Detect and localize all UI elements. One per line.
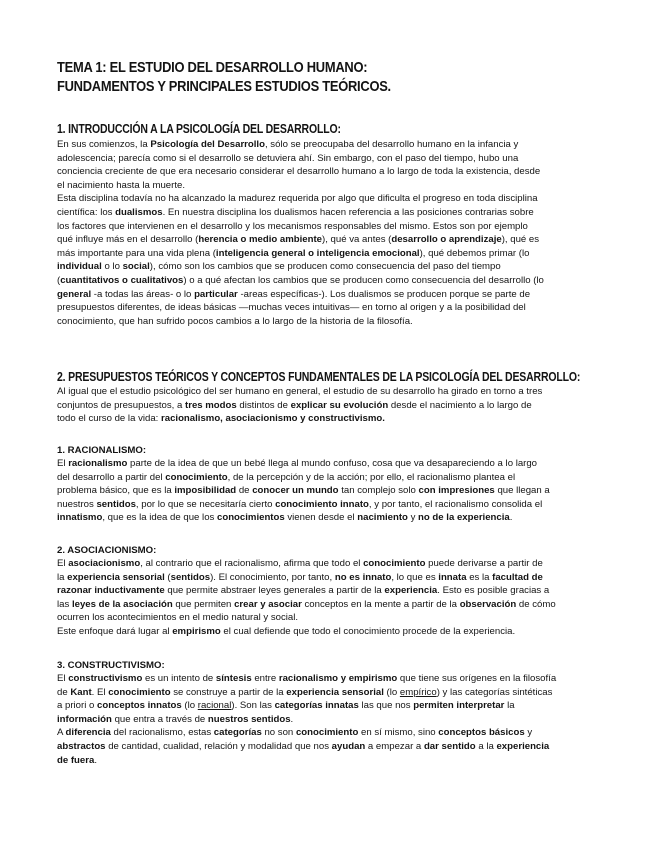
text-run: el cual defiende que todo el conocimiento procede de la experiencia. bbox=[220, 625, 516, 637]
text-run: observación bbox=[459, 598, 517, 610]
text-run: distintos de bbox=[236, 399, 291, 411]
text-run: experiencia sensorial bbox=[286, 686, 384, 698]
text-run: conocimiento innato bbox=[275, 498, 369, 510]
text-line bbox=[57, 625, 603, 639]
text-run: racionalismo, asociacionismo y constructivismo. bbox=[161, 413, 385, 425]
page-title bbox=[57, 58, 539, 96]
text-run: información bbox=[57, 713, 112, 725]
text-run: sentidos bbox=[96, 498, 136, 510]
text-run: es un intento de bbox=[142, 673, 216, 684]
text-run: imposibilidad bbox=[174, 485, 237, 497]
text-line bbox=[57, 399, 603, 413]
text-run: las que nos bbox=[358, 700, 414, 712]
text-line: conciencia creciente de que era necesario considerar el desarrollo humano a lo largo de toda la existencia, desde bbox=[57, 166, 541, 178]
text-run: que permite abstraer leyes generales a partir de la bbox=[164, 585, 385, 597]
text-run: . Esto es posible gracias a bbox=[437, 585, 550, 597]
text-line bbox=[57, 484, 603, 498]
title-line-1: TEMA 1: EL ESTUDIO DEL DESARROLLO HUMANO: bbox=[57, 59, 368, 76]
text-run: asociacionismo bbox=[68, 558, 141, 569]
text-run: desarrollo o aprendizaje bbox=[391, 234, 502, 246]
text-line bbox=[57, 471, 603, 485]
text-run: cuantitativos o cualitativos bbox=[60, 274, 184, 286]
text-run: Kant bbox=[70, 686, 92, 698]
text-run: las bbox=[57, 598, 72, 610]
text-line bbox=[57, 233, 603, 247]
text-run: tres modos bbox=[185, 399, 237, 411]
text-run: a empezar a bbox=[365, 740, 424, 752]
text-run: general bbox=[57, 288, 92, 300]
text-line: Esta disciplina todavía no ha alcanzado la madurez requerida por algo que dificulta el progreso en toda disciplina bbox=[57, 193, 538, 205]
text-run: conocimiento bbox=[108, 686, 171, 698]
text-run: y bbox=[524, 727, 533, 739]
text-run: conjuntos de presupuestos, a bbox=[57, 399, 186, 411]
section-heading: 1. INTRODUCCIÓN A LA PSICOLOGÍA DEL DESARROLLO: bbox=[57, 122, 341, 136]
text-run: (lo bbox=[181, 700, 198, 712]
text-run: vienen desde el bbox=[284, 512, 358, 524]
text-run: empirismo bbox=[172, 625, 221, 637]
text-run: innata bbox=[438, 571, 467, 583]
text-run: ). Son las bbox=[231, 700, 275, 712]
text-run: conocer un mundo bbox=[252, 485, 339, 497]
text-run: ). El conocimiento, por tanto, bbox=[210, 571, 335, 583]
text-run: diferencia bbox=[65, 727, 111, 739]
text-run: racional bbox=[197, 700, 232, 712]
text-run: no es innato bbox=[334, 571, 392, 583]
text-run: abstractos bbox=[57, 740, 106, 752]
text-run: ), cómo son los cambios que se producen como consecuencia del paso del tiempo bbox=[149, 261, 501, 273]
text-run: , al contrario que el racionalismo, afirma que todo el bbox=[140, 558, 364, 569]
text-run: conceptos básicos bbox=[438, 727, 525, 739]
text-run: El bbox=[57, 673, 69, 684]
text-run: de cantidad, cualidad, relación y modalidad que nos bbox=[105, 740, 332, 752]
text-run: experiencia bbox=[384, 585, 438, 597]
paragraph bbox=[57, 557, 603, 639]
text-run: herencia o medio ambiente bbox=[198, 234, 323, 246]
text-line bbox=[57, 598, 603, 612]
text-run: ayudan bbox=[331, 740, 366, 752]
text-run: que entra a través de bbox=[111, 713, 208, 725]
text-run: . El bbox=[91, 686, 109, 698]
text-run: conocimiento bbox=[165, 471, 228, 483]
text-run: se construye a partir de la bbox=[170, 686, 287, 698]
text-run: . bbox=[94, 754, 97, 766]
text-line: Al igual que el estudio psicológico del ser humano en general, el estudio de su desarrollo ha girado en torno a tres bbox=[57, 386, 543, 397]
text-run: , de la percepción y de la acción; por ello, el racionalismo plantea el bbox=[227, 471, 516, 483]
text-run: leyes de la asociación bbox=[71, 598, 173, 610]
text-run: ), qué debemos primar (lo bbox=[419, 247, 530, 259]
text-run: de fuera bbox=[57, 754, 95, 766]
paragraph bbox=[57, 385, 603, 426]
text-run: facultad de bbox=[492, 571, 543, 583]
text-run: nuestros bbox=[57, 498, 97, 510]
text-run: innatismo bbox=[57, 512, 103, 524]
text-run: ), qué es bbox=[501, 234, 540, 246]
text-run: El bbox=[57, 558, 69, 569]
text-run: constructivismo bbox=[68, 673, 143, 684]
text-run: razonar inductivamente bbox=[57, 585, 165, 597]
text-run: dualismos bbox=[115, 206, 163, 218]
subsection-racionalismo bbox=[57, 444, 603, 525]
text-line bbox=[57, 699, 603, 713]
text-run: en sí mismo, sino bbox=[358, 727, 439, 739]
text-run: puede derivarse a partir de bbox=[425, 558, 543, 569]
subsection-heading: 1. RACIONALISMO: bbox=[57, 445, 147, 456]
text-run: que tiene sus orígenes en la filosofía bbox=[397, 673, 557, 684]
text-run: entre bbox=[251, 673, 279, 684]
text-run: no son bbox=[261, 727, 296, 739]
text-run: inteligencia general o inteligencia emocional bbox=[215, 247, 420, 259]
text-run: Psicología del Desarrollo bbox=[150, 139, 265, 150]
text-run: es la bbox=[466, 571, 493, 583]
section-2-body bbox=[57, 385, 603, 426]
text-run: , que es la idea de que los bbox=[102, 512, 217, 524]
text-line: el nacimiento hasta la muerte. bbox=[57, 179, 185, 191]
paragraph bbox=[57, 457, 603, 525]
text-line bbox=[57, 511, 603, 525]
text-run: A bbox=[57, 727, 66, 739]
text-run: más importante para una vida plena ( bbox=[57, 247, 216, 259]
text-run: Este enfoque dará lugar al bbox=[57, 625, 173, 637]
text-line bbox=[57, 206, 603, 220]
text-run: ), qué va antes ( bbox=[322, 234, 392, 246]
text-line bbox=[57, 713, 603, 727]
text-run: sentidos bbox=[170, 571, 211, 583]
text-run: racionalismo y empirismo bbox=[278, 673, 398, 684]
text-line: los factores que intervienen en el desarrollo y los mecanismos responsables del mismo. Estos son por ejemplo bbox=[57, 220, 528, 232]
text-run: -a todas las áreas- o lo bbox=[91, 288, 195, 300]
subsection-heading: 3. CONSTRUCTIVISMO: bbox=[57, 660, 165, 671]
text-run: científica: los bbox=[57, 206, 116, 218]
text-run: de cómo bbox=[516, 598, 556, 610]
subsection-asociacionismo bbox=[57, 544, 603, 639]
text-run: permiten interpretar bbox=[413, 700, 505, 712]
paragraph bbox=[57, 138, 603, 192]
text-run: desde el nacimiento a lo largo de bbox=[388, 399, 532, 411]
text-line bbox=[57, 754, 603, 768]
text-run: categorías innatas bbox=[274, 700, 359, 712]
text-run: no de la experiencia bbox=[418, 512, 510, 524]
text-run: qué influye más en el desarrollo ( bbox=[57, 234, 199, 246]
paragraph bbox=[57, 672, 603, 767]
text-line bbox=[57, 457, 603, 471]
text-run: . bbox=[290, 713, 294, 725]
text-run: experiencia sensorial bbox=[67, 571, 165, 583]
text-run: de bbox=[236, 485, 253, 497]
text-run: conceptos en la mente a partir de la bbox=[301, 598, 460, 610]
text-line bbox=[57, 274, 603, 288]
text-line bbox=[57, 740, 603, 754]
text-line bbox=[57, 247, 603, 261]
text-line bbox=[57, 498, 603, 512]
section-presupuestos bbox=[57, 370, 603, 384]
text-run: tan complejo solo bbox=[338, 485, 419, 497]
section-heading: 2. PRESUPUESTOS TEÓRICOS Y CONCEPTOS FUNDAMENTALES DE LA PSICOLOGÍA DEL DESARROLLO: bbox=[57, 370, 581, 384]
text-run: , por lo que se necesitaría cierto bbox=[135, 498, 276, 510]
text-run: a la bbox=[475, 740, 497, 752]
text-run: crear y asociar bbox=[234, 598, 302, 610]
text-run: con impresiones bbox=[418, 485, 495, 497]
text-run: del desarrollo a partir del bbox=[57, 471, 166, 483]
text-line bbox=[57, 672, 603, 686]
text-line bbox=[57, 557, 603, 571]
text-run: de bbox=[57, 686, 71, 698]
text-run: y bbox=[407, 512, 419, 524]
section-1-body bbox=[57, 138, 603, 328]
text-run: la bbox=[57, 571, 68, 583]
text-run: problema básico, que es la bbox=[57, 485, 175, 497]
text-run: dar sentido bbox=[423, 740, 476, 752]
text-run: ) o a qué afectan los cambios que se producen como consecuencia del desarrollo (lo bbox=[183, 274, 544, 286]
subsection-heading: 2. ASOCIACIONISMO: bbox=[57, 545, 157, 556]
text-run: particular bbox=[194, 288, 238, 300]
text-run: racionalismo bbox=[68, 458, 128, 469]
text-run: El bbox=[57, 458, 69, 469]
text-run: experiencia bbox=[496, 740, 550, 752]
text-run: que llegan a bbox=[494, 485, 550, 497]
text-run: a priori o bbox=[57, 700, 97, 712]
text-run: del racionalismo, estas bbox=[110, 727, 214, 739]
paragraph bbox=[57, 192, 603, 328]
text-run: , y por tanto, el racionalismo consolida el bbox=[368, 498, 543, 510]
text-line bbox=[57, 571, 603, 585]
text-run: categorías bbox=[213, 727, 262, 739]
text-run: nacimiento bbox=[357, 512, 408, 524]
text-run: ( bbox=[164, 571, 171, 583]
text-run: que permiten bbox=[172, 598, 235, 610]
text-run: . En nuestra disciplina los dualismos hacen referencia a las posiciones contrarias sobre bbox=[162, 206, 534, 218]
text-line: ocurren los acontecimientos en el medio natural y social. bbox=[57, 612, 299, 624]
text-run: o lo bbox=[101, 261, 123, 273]
text-run: , sólo se preocupaba del desarrollo humano en la infancia y bbox=[264, 139, 519, 150]
text-line bbox=[57, 138, 603, 152]
text-line bbox=[57, 412, 603, 426]
text-line bbox=[57, 288, 603, 302]
title-line-2: FUNDAMENTOS Y PRINCIPALES ESTUDIOS TEÓRICOS. bbox=[57, 78, 391, 95]
text-run: ( bbox=[57, 274, 61, 286]
text-line bbox=[57, 726, 603, 740]
text-line bbox=[57, 686, 603, 700]
text-line bbox=[57, 260, 603, 274]
text-run: empírico bbox=[399, 686, 437, 698]
text-run: ) y las categorías sintéticas bbox=[436, 686, 553, 698]
text-run: social bbox=[122, 261, 150, 273]
text-run: -areas específicas-). Los dualismos se producen porque se parte de bbox=[237, 288, 531, 300]
text-run: nuestros sentidos bbox=[207, 713, 291, 725]
text-run: conocimientos bbox=[217, 512, 285, 524]
text-run: individual bbox=[57, 261, 102, 273]
text-run: (lo bbox=[383, 686, 400, 698]
text-run: explicar su evolución bbox=[290, 399, 389, 411]
text-line: adolescencia; parecía como si el desarrollo se detuviera ahí. Sin embargo, con el paso del tiempo, hubo una bbox=[57, 152, 519, 164]
text-run: la bbox=[504, 700, 515, 712]
text-line bbox=[57, 584, 603, 598]
text-line: conocimiento, que han sufrido pocos cambios a lo largo de la historia de la filosofía. bbox=[57, 315, 413, 327]
text-run: síntesis bbox=[215, 673, 252, 684]
text-run: . bbox=[509, 512, 513, 524]
text-run: En sus comienzos, la bbox=[57, 139, 151, 150]
section-introduccion bbox=[57, 122, 603, 136]
text-run: conocimiento bbox=[363, 558, 426, 569]
text-run: conocimiento bbox=[295, 727, 359, 739]
text-run: todo el curso de la vida: bbox=[57, 413, 161, 425]
text-run: parte de la idea de que un bebé llega al mundo confuso, cosa que va desapareciendo a lo largo bbox=[127, 458, 538, 469]
text-line: presupuestos diferentes, de ideas básicas —muchas veces intuitivas— en torno al origen y a la posibilidad del bbox=[57, 302, 526, 314]
subsection-constructivismo bbox=[57, 659, 603, 767]
text-run: , lo que es bbox=[391, 571, 439, 583]
text-run: conceptos innatos bbox=[97, 700, 182, 712]
